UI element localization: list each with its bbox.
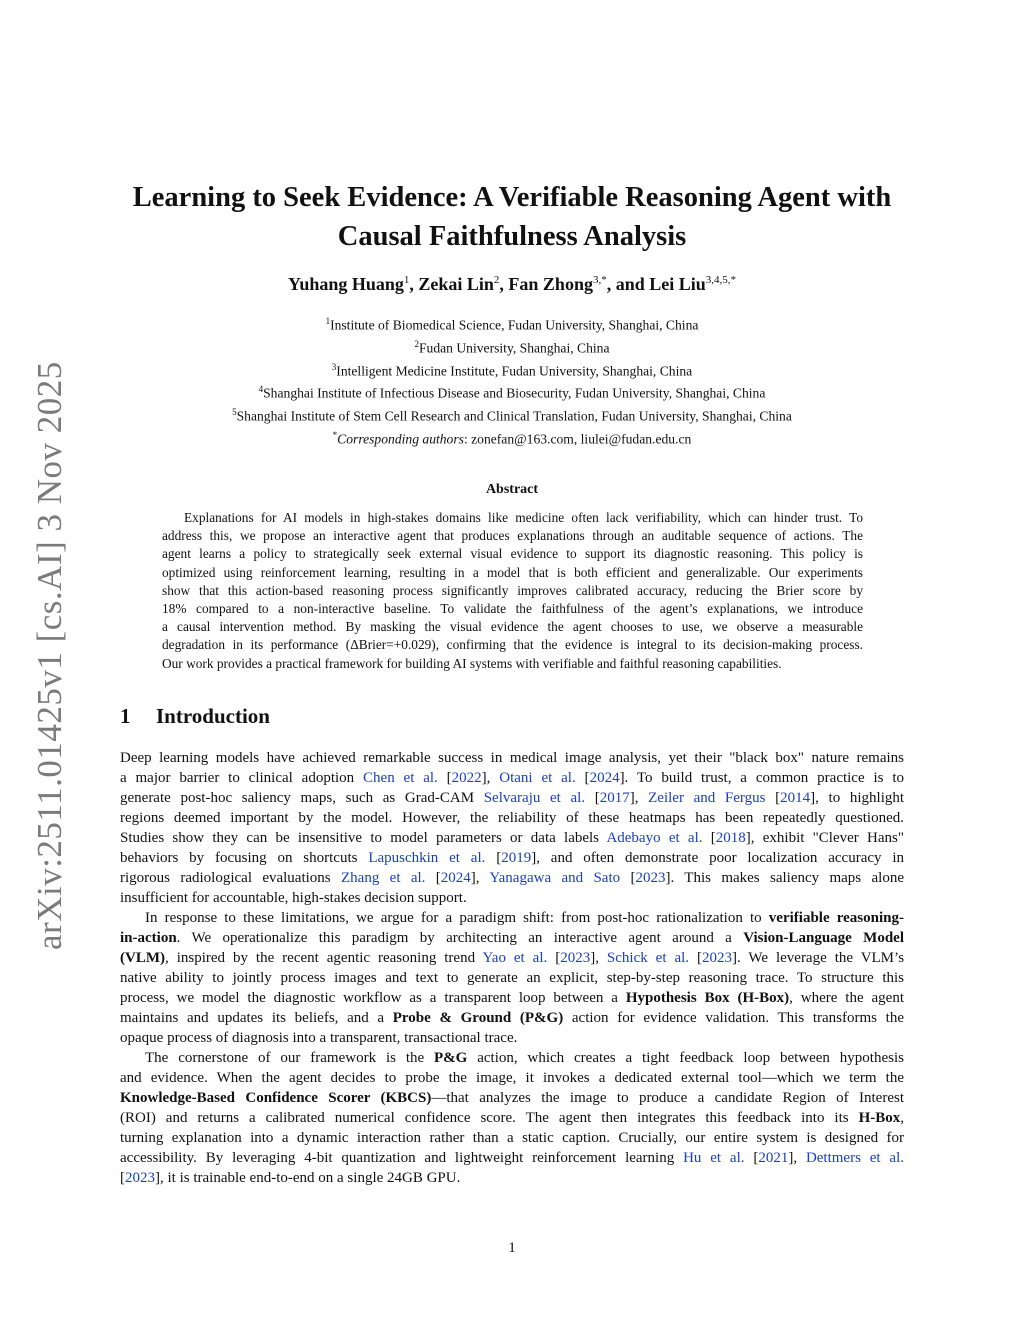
- affiliation: [100, 358, 924, 381]
- citation-link[interactable]: 2022: [451, 770, 482, 786]
- citation-link[interactable]: Adebayo et al.: [606, 830, 703, 846]
- abstract-line: 18% compared to a non-interactive baseline. To validate the faithfulness of the agent’s explanations, we introduce: [162, 601, 863, 617]
- abstract-line: optimized using reinforcement learning, resulting in a model that is both efficient and generalizable. Our experiments: [162, 564, 863, 580]
- paragraph: [120, 1048, 904, 1188]
- introduction-body: [120, 748, 904, 1188]
- citation-link[interactable]: Selvaraju et al.: [483, 790, 586, 806]
- bold-term: in-action: [120, 930, 177, 946]
- bold-term: Vision-Language Model: [743, 930, 904, 946]
- text-run: [: [547, 950, 561, 966]
- author-affil-mark: 3,*: [592, 274, 607, 286]
- text-run: ],: [470, 870, 490, 886]
- text-run: behaviors by focusing on shortcuts: [120, 850, 369, 866]
- paragraph: [120, 748, 904, 908]
- citation-link[interactable]: 2014: [780, 790, 811, 806]
- affiliation-text: Shanghai Institute of Stem Cell Research and Clinical Translation, Fudan University, Shanghai, China: [236, 408, 792, 424]
- abstract-line: degradation in its performance (ΔBrier=+0.029), confirming that the evidence is integral to its decision-making process.: [162, 637, 863, 653]
- author-affil-mark: 3,4,5,*: [705, 274, 737, 286]
- text-line: [120, 1048, 904, 1068]
- corresponding-mark: *: [332, 430, 338, 441]
- bold-term: Probe & Ground (P&G): [392, 1010, 564, 1026]
- citation-link[interactable]: 2019: [501, 850, 532, 866]
- corresponding-label: Corresponding authors: [337, 431, 464, 447]
- affiliation-text: Fudan University, Shanghai, China: [418, 340, 610, 356]
- text-run: ],: [629, 790, 649, 806]
- text-run: generate post-hoc saliency maps, such as Grad-CAM: [120, 790, 484, 806]
- text-run: —that analyzes the image to produce a candidate Region of Interest: [431, 1090, 904, 1106]
- affiliation-text: Institute of Biomedical Science, Fudan University, Shanghai, China: [330, 317, 699, 333]
- affiliation: [100, 403, 924, 426]
- text-run: (ROI) and returns a calibrated numerical confidence score. The agent then integrates this feedback into its: [120, 1110, 859, 1126]
- author-list: [100, 274, 924, 295]
- citation-link[interactable]: Zhang et al.: [341, 870, 426, 886]
- affiliation-mark: 3: [331, 361, 337, 372]
- text-line: [120, 868, 904, 888]
- citation-link[interactable]: 2024: [440, 870, 471, 886]
- text-line: [120, 928, 904, 948]
- citation-link[interactable]: Zeiler and Fergus: [648, 790, 766, 806]
- citation-link[interactable]: Lapuschkin et al.: [368, 850, 486, 866]
- affiliations: [100, 312, 924, 449]
- abstract-line: a causal intervention method. By masking the visual evidence the agent chooses to use, we observe a measurable: [162, 619, 863, 635]
- text-line: [120, 968, 904, 988]
- text-run: ], and often demonstrate poor localization accuracy in: [531, 850, 905, 866]
- abstract-line: Explanations for AI models in high-stakes domains like medicine often lack verifiability, which can hinder trust. To: [184, 510, 863, 525]
- author-name: Zekai Lin: [418, 274, 494, 294]
- affiliation-mark: 4: [258, 384, 264, 395]
- text-run: action, which creates a tight feedback loop between hypothesis: [467, 1050, 904, 1066]
- text-line: [120, 828, 904, 848]
- abstract-line: agent learns a policy to strategically seek external visual evidence to support its diagnostic reasoning. This policy is: [162, 546, 863, 562]
- paragraph: [120, 908, 904, 1048]
- text-line: [120, 1128, 904, 1148]
- text-line: [120, 948, 904, 968]
- text-line: [120, 1168, 904, 1188]
- citation-link[interactable]: Schick et al.: [606, 950, 690, 966]
- text-run: rigorous radiological evaluations: [120, 870, 341, 886]
- text-line: [120, 908, 904, 928]
- section-heading: [120, 704, 270, 729]
- bold-term: Knowledge-Based Confidence Scorer (KBCS): [120, 1090, 432, 1106]
- abstract-line: Our work provides a practical framework for building AI systems with verifiable and faithful reasoning capabilities.: [162, 655, 782, 671]
- citation-link[interactable]: 2023: [125, 1170, 155, 1186]
- citation-link[interactable]: Yao et al.: [482, 950, 548, 966]
- text-line: [120, 808, 904, 828]
- text-line: [120, 1148, 904, 1168]
- citation-link[interactable]: 2023: [560, 950, 591, 966]
- text-run: [: [620, 870, 636, 886]
- text-line: [120, 848, 904, 868]
- text-line: [120, 1108, 904, 1128]
- text-line: [120, 1008, 904, 1028]
- abstract-line: show that this action-based reasoning process significantly improves calibrated accuracy, reducing the Brier score by: [162, 582, 863, 598]
- bold-term: (VLM): [120, 950, 165, 966]
- text-run: ], to highlight: [810, 790, 905, 806]
- text-run: ],: [788, 1150, 806, 1166]
- text-run: [: [765, 790, 781, 806]
- text-run: maintains and updates its beliefs, and a: [120, 1010, 393, 1026]
- text-run: and evidence. When the agent decides to probe the image, it invokes a dedicated external tool—which we term the: [120, 1070, 904, 1086]
- affiliation: [100, 380, 924, 403]
- affiliation-mark: 5: [232, 407, 237, 418]
- author-name: Fan Zhong: [508, 274, 593, 294]
- affiliation-text: Shanghai Institute of Infectious Disease and Biosecurity, Fudan University, Shanghai, China: [263, 386, 766, 402]
- text-run: [: [437, 770, 452, 786]
- citation-link[interactable]: Dettmers et al.: [805, 1150, 905, 1166]
- citation-link[interactable]: Otani et al.: [499, 770, 576, 786]
- affiliation: [100, 312, 924, 335]
- section-title: Introduction: [156, 704, 270, 728]
- author-separator: ,: [499, 274, 509, 294]
- page-number: 1: [508, 1240, 516, 1256]
- author-separator: , and: [606, 274, 650, 294]
- text-line: [120, 748, 904, 768]
- affiliation-mark: 2: [414, 338, 419, 349]
- text-run: ]. We leverage the VLM’s: [731, 950, 905, 966]
- author-affil-mark: 2: [493, 274, 500, 286]
- text-run: [: [744, 1150, 759, 1166]
- text-line: [120, 788, 904, 808]
- title-line-1: Learning to Seek Evidence: A Verifiable Reasoning Agent with: [132, 182, 892, 213]
- text-run: In response to these limitations, we argue for a paradigm shift: from post-hoc rationalization to: [145, 910, 769, 926]
- affiliation-text: Intelligent Medicine Institute, Fudan University, Shanghai, China: [336, 363, 693, 379]
- citation-link[interactable]: 2018: [715, 830, 746, 846]
- text-run: turning explanation into a dynamic interaction rather than a static caption. Crucially, our entire system is designed for: [120, 1130, 904, 1146]
- text-run: regions deemed important by the model. However, the reliability of these heatmaps has been repeatedly questioned.: [120, 810, 904, 826]
- author-name: Yuhang Huang: [287, 274, 404, 294]
- text-run: opaque process of diagnosis into a transparent, transactional trace.: [120, 1030, 518, 1046]
- bold-term: verifiable reasoning-: [768, 910, 904, 926]
- text-line: [120, 1028, 904, 1048]
- text-run: ],: [590, 950, 607, 966]
- citation-link[interactable]: 2023: [635, 870, 666, 886]
- text-run: [: [689, 950, 702, 966]
- corresponding-authors: [100, 426, 924, 449]
- abstract-body: [162, 509, 863, 673]
- text-run: [: [702, 830, 716, 846]
- text-run: [: [575, 770, 590, 786]
- affiliation-mark: 1: [325, 316, 331, 326]
- author-separator: ,: [409, 274, 419, 294]
- text-line: [120, 888, 904, 908]
- bold-term: P&G: [434, 1050, 468, 1066]
- text-run: Deep learning models have achieved remarkable success in medical image analysis, yet their "black box" nature remains: [120, 750, 904, 766]
- text-line: [120, 988, 904, 1008]
- text-run: [: [585, 790, 600, 806]
- author-name: Lei Liu: [649, 274, 706, 294]
- text-run: action for evidence validation. This transforms the: [563, 1010, 904, 1026]
- citation-link[interactable]: 2021: [758, 1150, 789, 1166]
- abstract-line: address this, we propose an interactive agent that produces explanations through an auditable sequence of actions. The: [162, 528, 863, 544]
- text-run: The cornerstone of our framework is the: [145, 1050, 435, 1066]
- text-run: ],: [481, 770, 500, 786]
- text-line: [120, 768, 904, 788]
- bold-term: Hypothesis Box (H-Box): [625, 990, 790, 1006]
- abstract-heading: Abstract: [485, 482, 539, 497]
- text-run: , inspired by the recent agentic reasoning trend: [165, 950, 483, 966]
- author-affil-mark: 1: [403, 274, 410, 286]
- text-run: [: [120, 1170, 125, 1186]
- text-run: [: [425, 870, 441, 886]
- text-run: [: [485, 850, 502, 866]
- text-line: [120, 1088, 904, 1108]
- text-run: ]. This makes saliency maps alone: [665, 870, 904, 886]
- text-run: . We operationalize this paradigm by architecting an interactive agent around a: [176, 930, 744, 946]
- text-run: insufficient for accountable, high-stakes decision support.: [120, 890, 467, 906]
- citation-link[interactable]: 2017: [599, 790, 630, 806]
- citation-link[interactable]: 2024: [589, 770, 620, 786]
- text-line: [120, 1068, 904, 1088]
- citation-link[interactable]: Hu et al.: [683, 1150, 745, 1166]
- citation-link[interactable]: Yanagawa and Sato: [489, 870, 621, 886]
- text-run: ], exhibit "Clever Hans": [745, 830, 904, 846]
- paper-title: [100, 178, 924, 256]
- text-run: ], it is trainable end-to-end on a single 24GB GPU.: [155, 1170, 461, 1186]
- text-run: accessibility. By leveraging 4-bit quantization and lightweight reinforcement learning: [120, 1150, 684, 1166]
- text-run: ,: [900, 1110, 904, 1126]
- title-line-2: Causal Faithfulness Analysis: [337, 221, 687, 252]
- text-run: a major barrier to clinical adoption: [120, 770, 364, 786]
- bold-term: H-Box: [858, 1110, 901, 1126]
- text-run: Studies show they can be insensitive to model parameters or data labels: [120, 830, 607, 846]
- citation-link[interactable]: Chen et al.: [363, 770, 438, 786]
- text-run: process, we model the diagnostic workflow as a transparent loop between a: [120, 990, 626, 1006]
- corresponding-emails: : zonefan@163.com, liulei@fudan.edu.cn: [463, 431, 692, 447]
- section-number: 1: [120, 704, 131, 728]
- arxiv-identifier: arXiv:2511.01425v1 [cs.AI] 3 Nov 2025: [30, 361, 69, 950]
- text-run: , where the agent: [789, 990, 905, 1006]
- text-run: native ability to jointly process images and text to generate an explicit, step-by-step reasoning trace. To structure this: [120, 970, 904, 986]
- affiliation: [100, 335, 924, 358]
- citation-link[interactable]: 2023: [701, 950, 732, 966]
- text-run: ]. To build trust, a common practice is to: [619, 770, 904, 786]
